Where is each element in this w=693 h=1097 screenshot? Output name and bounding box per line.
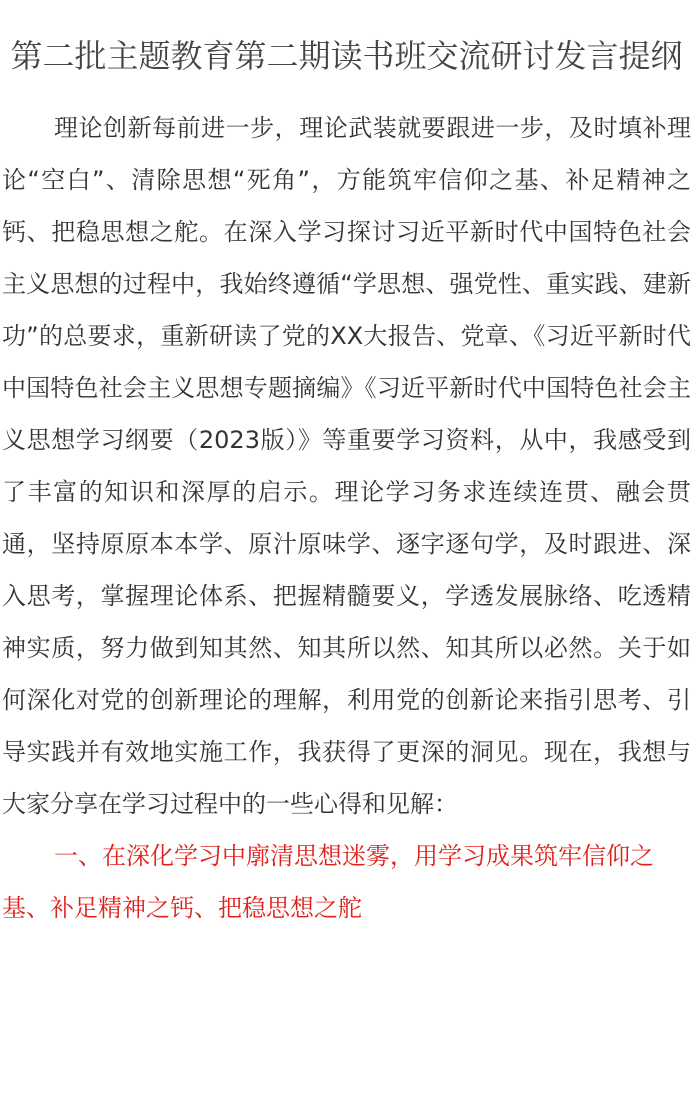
document-title: 第二批主题教育第二期读书班交流研讨发言提纲 bbox=[10, 37, 683, 75]
intro-paragraph: 理论创新每前进一步，理论武装就要跟进一步，及时填补理论“空白”、清除思想“死角”，方能筑牢信仰之基、补足精神之钙、把稳思想之舵。在深入学习探讨习近平新时代中国特色社会主义思想的过程中，我始终遵循“学思想、强党性、重实践、建新功”的总要求，重新研读了党的XX大报告、党章、《习近平新时代中国特色社会主义思想专题摘编》《习近平新时代中国特色社会主义思想学习纲要（2023版）》等重要学习资料，从中，我感受到了丰富的知识和深厚的启示。理论学习务求连续连贯、融会贯通，坚持原原本本学、原汁原味学、逐字逐句学，及时跟进、深入思考，掌握理论体系、把握精髓要义，学透发展脉络、吃透精神实质，努力做到知其然、知其所以然、知其所以必然。关于如何深化对党的创新理论的理解，利用党的创新论来指引思考、引导实践并有效地实施工作，我获得了更深的洞见。现在，我想与大家分享在学习过程中的一些心得和见解： bbox=[2, 114, 691, 818]
section-heading-1: 一、在深化学习中廓清思想迷雾，用学习成果筑牢信仰之基、补足精神之钙、把稳思想之舵 bbox=[2, 842, 654, 922]
